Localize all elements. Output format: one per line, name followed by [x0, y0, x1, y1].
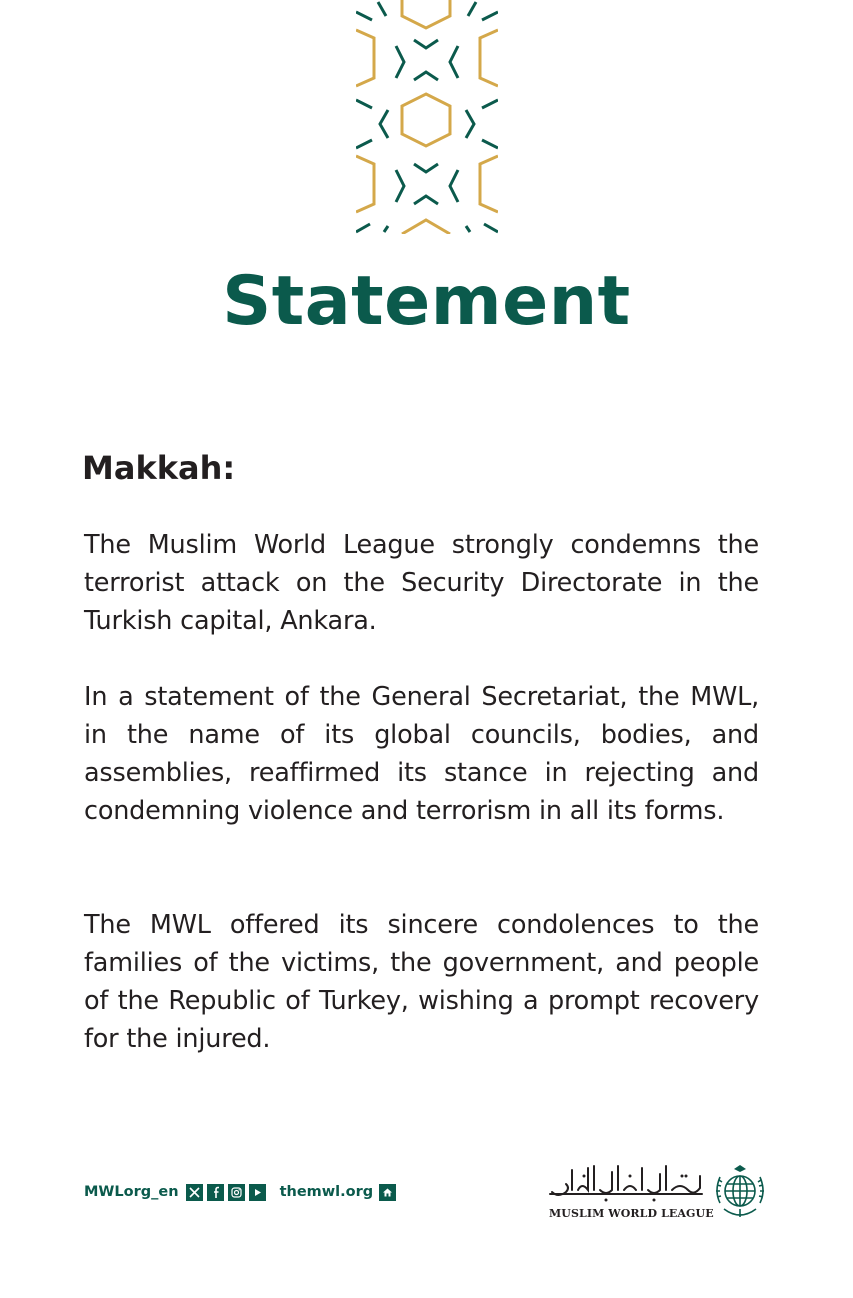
page-title: Statement: [222, 262, 631, 341]
x-icon[interactable]: [186, 1184, 203, 1201]
youtube-icon[interactable]: [249, 1184, 266, 1201]
website-link[interactable]: themwl.org: [279, 1184, 374, 1200]
mwl-logo: [548, 1162, 768, 1222]
globe-emblem-icon: [712, 1163, 768, 1221]
statement-paragraph-1: The Muslim World League strongly condemns the terrorist attack on the Security Directorate in the Turkish capital, Ankara.: [84, 530, 759, 636]
facebook-icon[interactable]: [207, 1184, 224, 1201]
home-icon[interactable]: [379, 1184, 396, 1201]
dateline-place: Makkah:: [82, 449, 236, 487]
statement-paragraph-3: The MWL offered its sincere condolences to the families of the victims, the government, and people of the Republic of Turkey, wishing a prompt recovery for the injured.: [84, 910, 759, 1054]
logo-english-name: MUSLIM WORLD LEAGUE: [549, 1207, 714, 1220]
footer-social: [84, 1182, 400, 1202]
logo-arabic-calligraphy: [548, 1162, 706, 1204]
instagram-icon[interactable]: [228, 1184, 245, 1201]
statement-paragraph-2: In a statement of the General Secretariat, the MWL, in the name of its global councils, bodies, and assemblies, reaffirmed its stance in rejecting and condemning violence and terrorism in all its forms.: [84, 682, 759, 826]
geometric-ornament: [356, 0, 498, 234]
social-handle[interactable]: MWLorg_en: [84, 1184, 179, 1200]
